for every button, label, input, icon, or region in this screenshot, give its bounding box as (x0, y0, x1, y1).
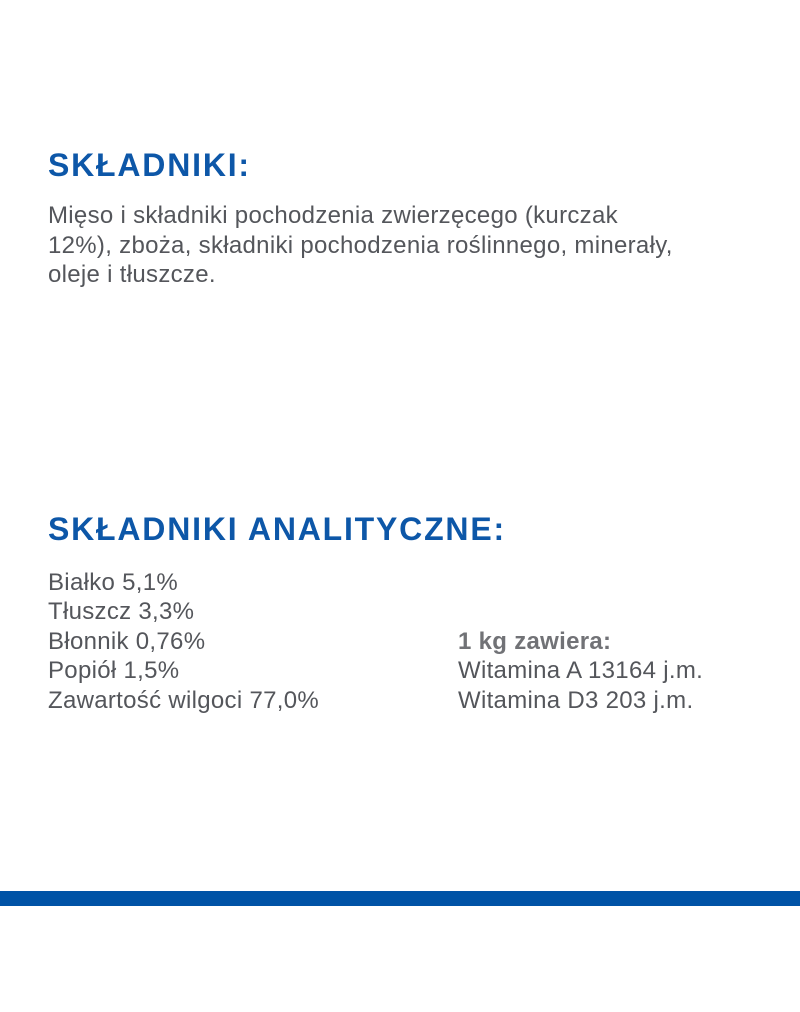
analytical-item-ash: Popiół 1,5% (48, 657, 180, 685)
ingredients-body-text: Mięso i składniki pochodzenia zwierzęcego (kurczak 12%), zboża, składniki pochodzenia roślinnego, minerały, oleje i tłuszcze. (48, 202, 673, 288)
per-kg-heading: 1 kg zawiera: (458, 628, 612, 655)
analytical-item-fat: Tłuszcz 3,3% (48, 598, 195, 626)
bottom-divider-bar (0, 891, 800, 906)
analytical-heading: SKŁADNIKI ANALITYCZNE: (48, 511, 506, 547)
analytical-item-moisture: Zawartość wilgoci 77,0% (48, 686, 320, 714)
analytical-list (48, 568, 319, 715)
analytical-item-fiber: Błonnik 0,76% (48, 627, 206, 655)
analytical-item-protein: Białko 5,1% (48, 569, 179, 596)
ingredients-heading: SKŁADNIKI: (48, 147, 251, 183)
per-kg-block (458, 627, 703, 715)
per-kg-item-vitamin-d3: Witamina D3 203 j.m. (458, 686, 694, 714)
per-kg-item-vitamin-a: Witamina A 13164 j.m. (458, 657, 704, 685)
